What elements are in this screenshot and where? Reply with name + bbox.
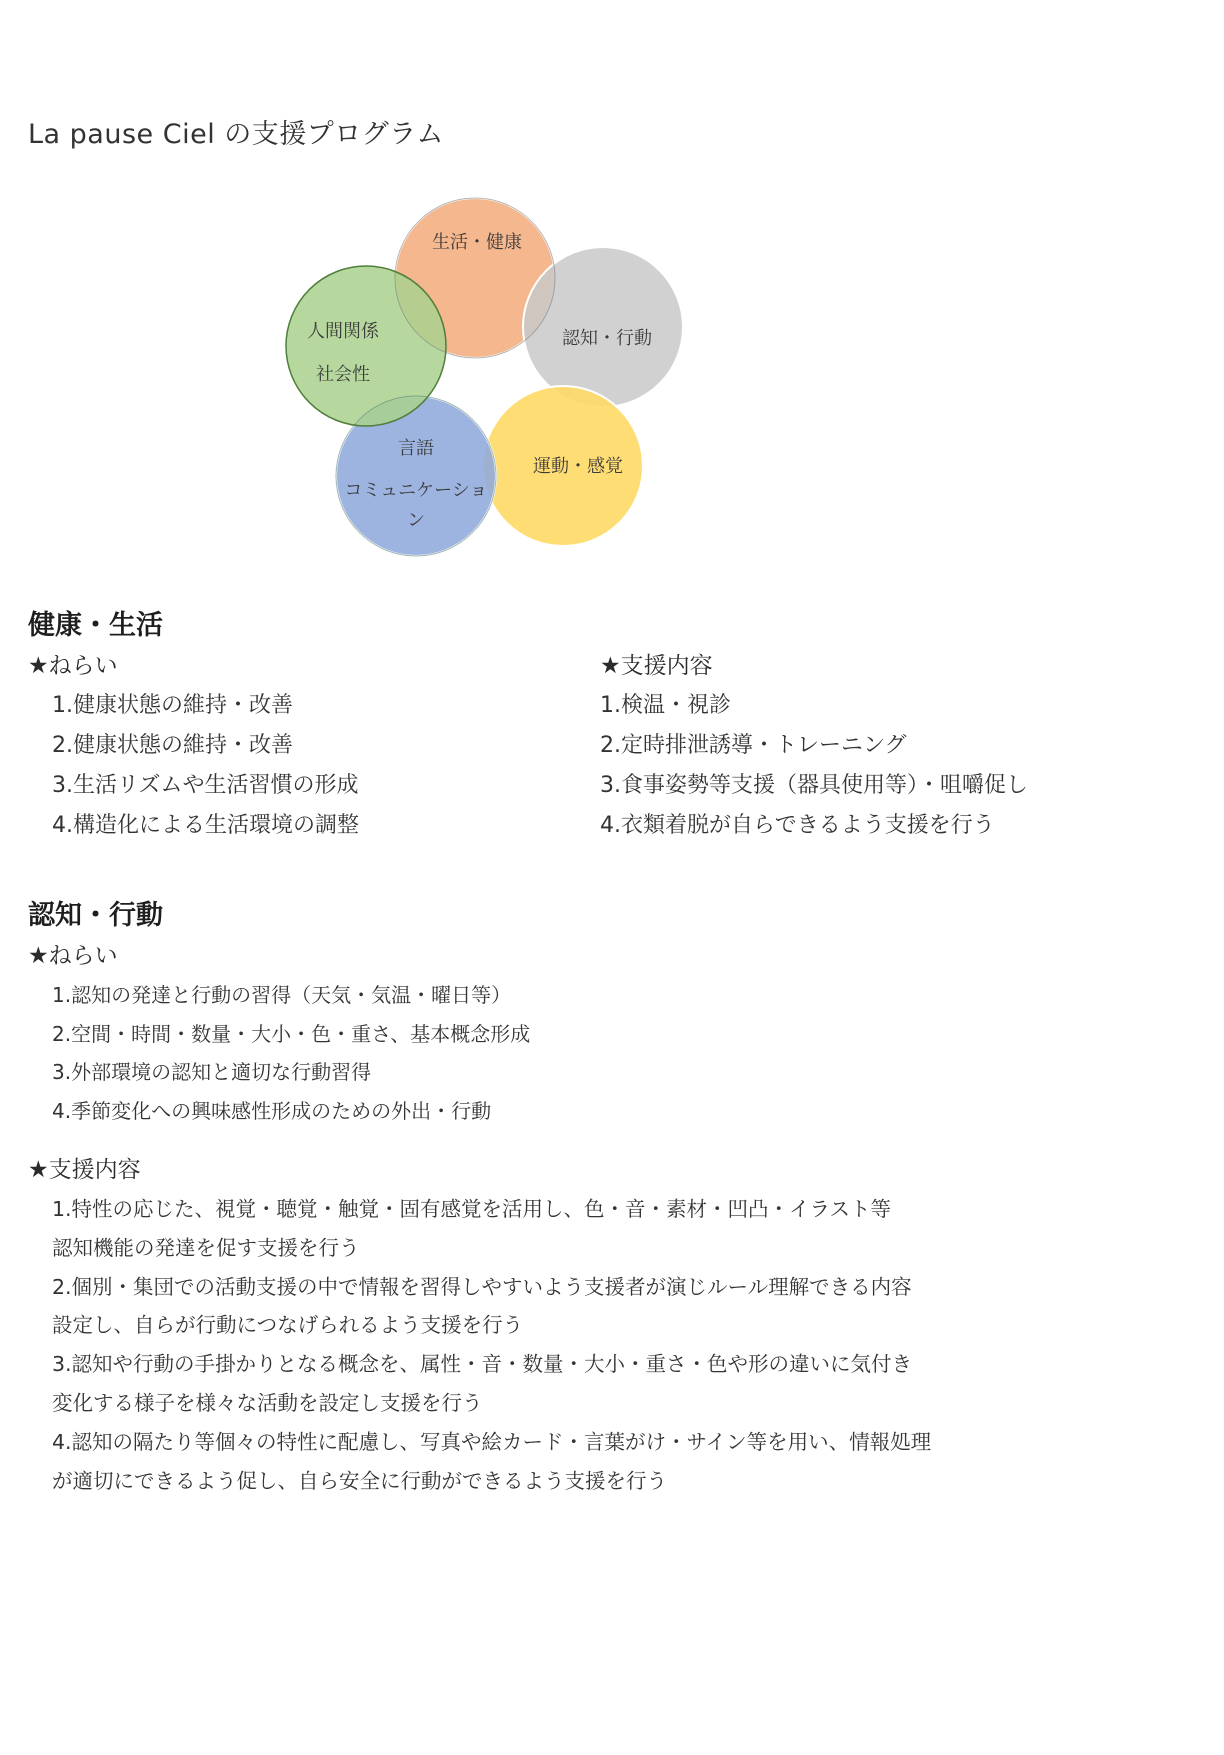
section-title-health: 健康・生活 — [28, 610, 163, 641]
label-life: 生活・健康 — [432, 232, 522, 253]
support-heading: ★支援内容 — [600, 653, 713, 679]
health-aims — [28, 646, 359, 846]
page-title: La pause Ciel の支援プログラム — [28, 119, 445, 150]
list-item: 変化する様子を様々な活動を設定し支援を行う — [52, 1390, 483, 1415]
list-item: 設定し、自らが行動につなげられるよう支援を行う — [52, 1313, 524, 1338]
cognition-aims — [28, 936, 530, 1131]
list-item: 2.空間・時間・数量・大小・色・重さ、基本概念形成 — [52, 1021, 531, 1046]
list-item: 4.認知の隔たり等個々の特性に配慮し、写真や絵カード・言葉がけ・サイン等を用い、情報処理 — [52, 1429, 932, 1454]
aims-heading: ★ねらい — [28, 653, 118, 679]
list-item: 3.認知や行動の手掛かりとなる概念を、属性・音・数量・大小・重さ・色や形の違いに気付き — [52, 1352, 913, 1377]
list-item: が適切にできるよう促し、自ら安全に行動ができるよう支援を行う — [52, 1468, 667, 1493]
aims-list — [28, 976, 530, 1131]
list-item: 1.健康状態の維持・改善 — [52, 693, 293, 718]
list-item: 3.食事姿勢等支援（器具使用等）・咀嚼促し — [600, 773, 1028, 798]
list-item: 4.季節変化への興味感性形成のための外出・行動 — [52, 1099, 492, 1124]
list-item: 1.認知の発達と行動の習得（天気・気温・曜日等） — [52, 983, 512, 1007]
support-list — [600, 686, 1028, 846]
cognition-support — [28, 1150, 931, 1500]
health-support — [600, 646, 1028, 846]
label-social: 人間関係 社会性 — [307, 321, 379, 385]
list-item: 2.健康状態の維持・改善 — [52, 733, 293, 758]
list-item: 3.生活リズムや生活習慣の形成 — [52, 773, 359, 798]
label-language: 言語 コミュニケーショ ン — [344, 438, 488, 531]
list-item: 1.検温・視診 — [600, 693, 731, 718]
aims-list — [28, 686, 359, 846]
program-diagram — [0, 0, 1224, 600]
label-cognition: 認知・行動 — [562, 328, 652, 349]
list-item: 認知機能の発達を促す支援を行う — [52, 1235, 360, 1260]
list-item: 4.衣類着脱が自らできるよう支援を行う — [600, 813, 995, 838]
support-list — [28, 1190, 931, 1500]
list-item: 1.特性の応じた、視覚・聴覚・触覚・固有感覚を活用し、色・音・素材・凹凸・イラスト等 — [52, 1197, 891, 1221]
list-item: 4.構造化による生活環境の調整 — [52, 813, 359, 838]
aims-heading: ★ねらい — [28, 943, 118, 969]
label-motor: 運動・感覚 — [533, 456, 623, 477]
list-item: 2.定時排泄誘導・トレーニング — [600, 733, 907, 758]
support-heading: ★支援内容 — [28, 1157, 141, 1183]
diagram-circles — [0, 0, 1224, 600]
list-item: 2.個別・集団での活動支援の中で情報を習得しやすいよう支援者が演じルール理解できる内容 — [52, 1274, 912, 1299]
section-title-cognition: 認知・行動 — [28, 900, 163, 931]
list-item: 3.外部環境の認知と適切な行動習得 — [52, 1060, 372, 1085]
